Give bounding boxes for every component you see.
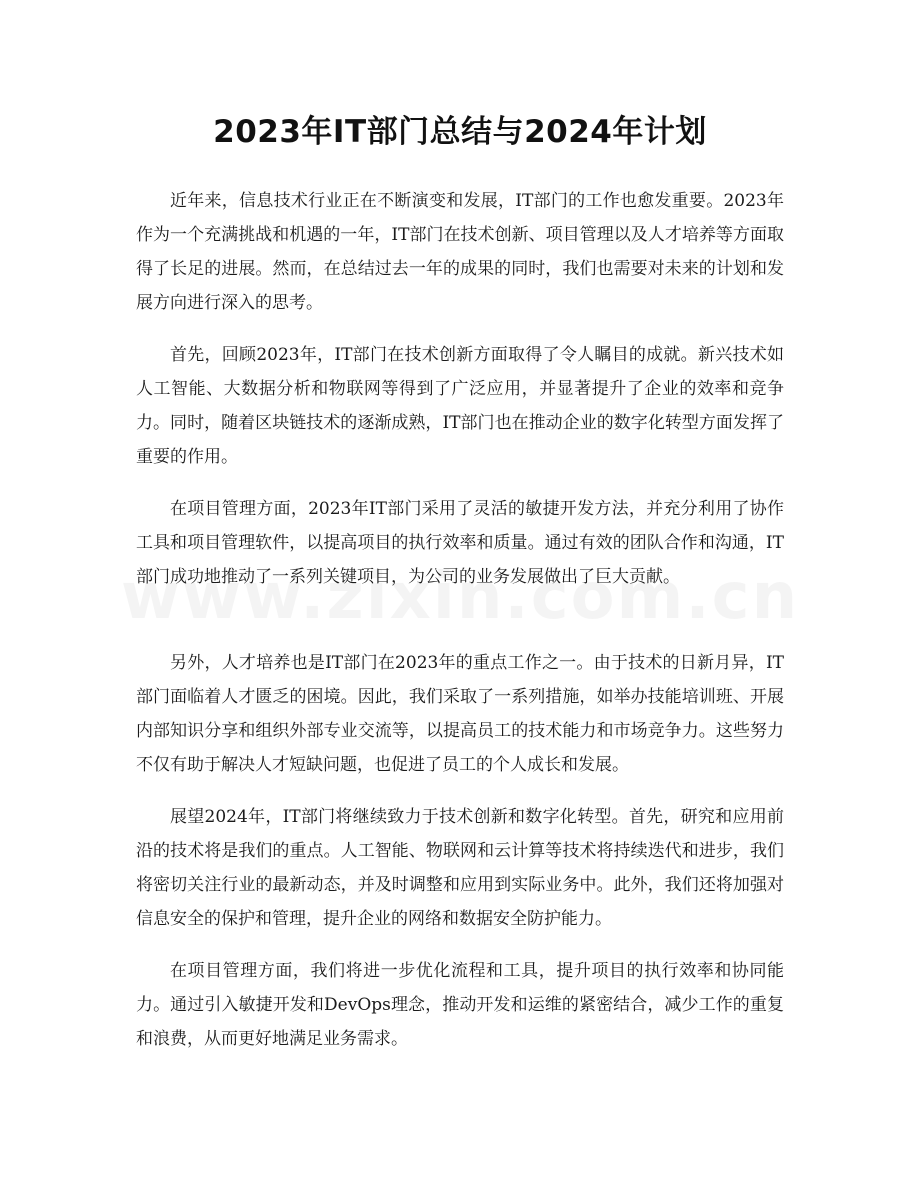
paragraph-tech-innovation: 首先，回顾2023年，IT部门在技术创新方面取得了令人瞩目的成就。新兴技术如人工智能、大数据分析和物联网等得到了广泛应用，并显著提升了企业的效率和竞争力。同时，随着区块链技术的逐渐成熟，IT部门也在推动企业的数字化转型方面发挥了重要的作用。 [136,345,784,467]
paragraph-outlook-2024: 展望2024年，IT部门将继续致力于技术创新和数字化转型。首先，研究和应用前沿的技术将是我们的重点。人工智能、物联网和云计算等技术将持续迭代和进步，我们将密切关注行业的最新动态，并及时调整和应用到实际业务中。此外，我们还将加强对信息安全的保护和管理，提升企业的网络和数据安全防护能力。 [136,807,784,929]
paragraph-talent-development: 另外，人才培养也是IT部门在2023年的重点工作之一。由于技术的日新月异，IT部门面临着人才匮乏的困境。因此，我们采取了一系列措施，如举办技能培训班、开展内部知识分享和组织外部专业交流等，以提高员工的技术能力和市场竞争力。这些努力不仅有助于解决人才短缺问题，也促进了员工的个人成长和发展。 [136,653,784,775]
paragraph-project-management-2024: 在项目管理方面，我们将进一步优化流程和工具，提升项目的执行效率和协同能力。通过引入敏捷开发和DevOps理念，推动开发和运维的紧密结合，减少工作的重复和浪费，从而更好地满足业务需求。 [136,961,784,1049]
paragraph-project-management-2023: 在项目管理方面，2023年IT部门采用了灵活的敏捷开发方法，并充分利用了协作工具和项目管理软件，以提高项目的执行效率和质量。通过有效的团队合作和沟通，IT部门成功地推动了一系列关键项目，为公司的业务发展做出了巨大贡献。 [136,499,784,587]
document-title: 2023年IT部门总结与2024年计划 [213,114,707,150]
paragraph-intro: 近年来，信息技术行业正在不断演变和发展，IT部门的工作也愈发重要。2023年作为一个充满挑战和机遇的一年，IT部门在技术创新、项目管理以及人才培养等方面取得了长足的进展。然而，在总结过去一年的成果的同时，我们也需要对未来的计划和发展方向进行深入的思考。 [136,191,784,313]
